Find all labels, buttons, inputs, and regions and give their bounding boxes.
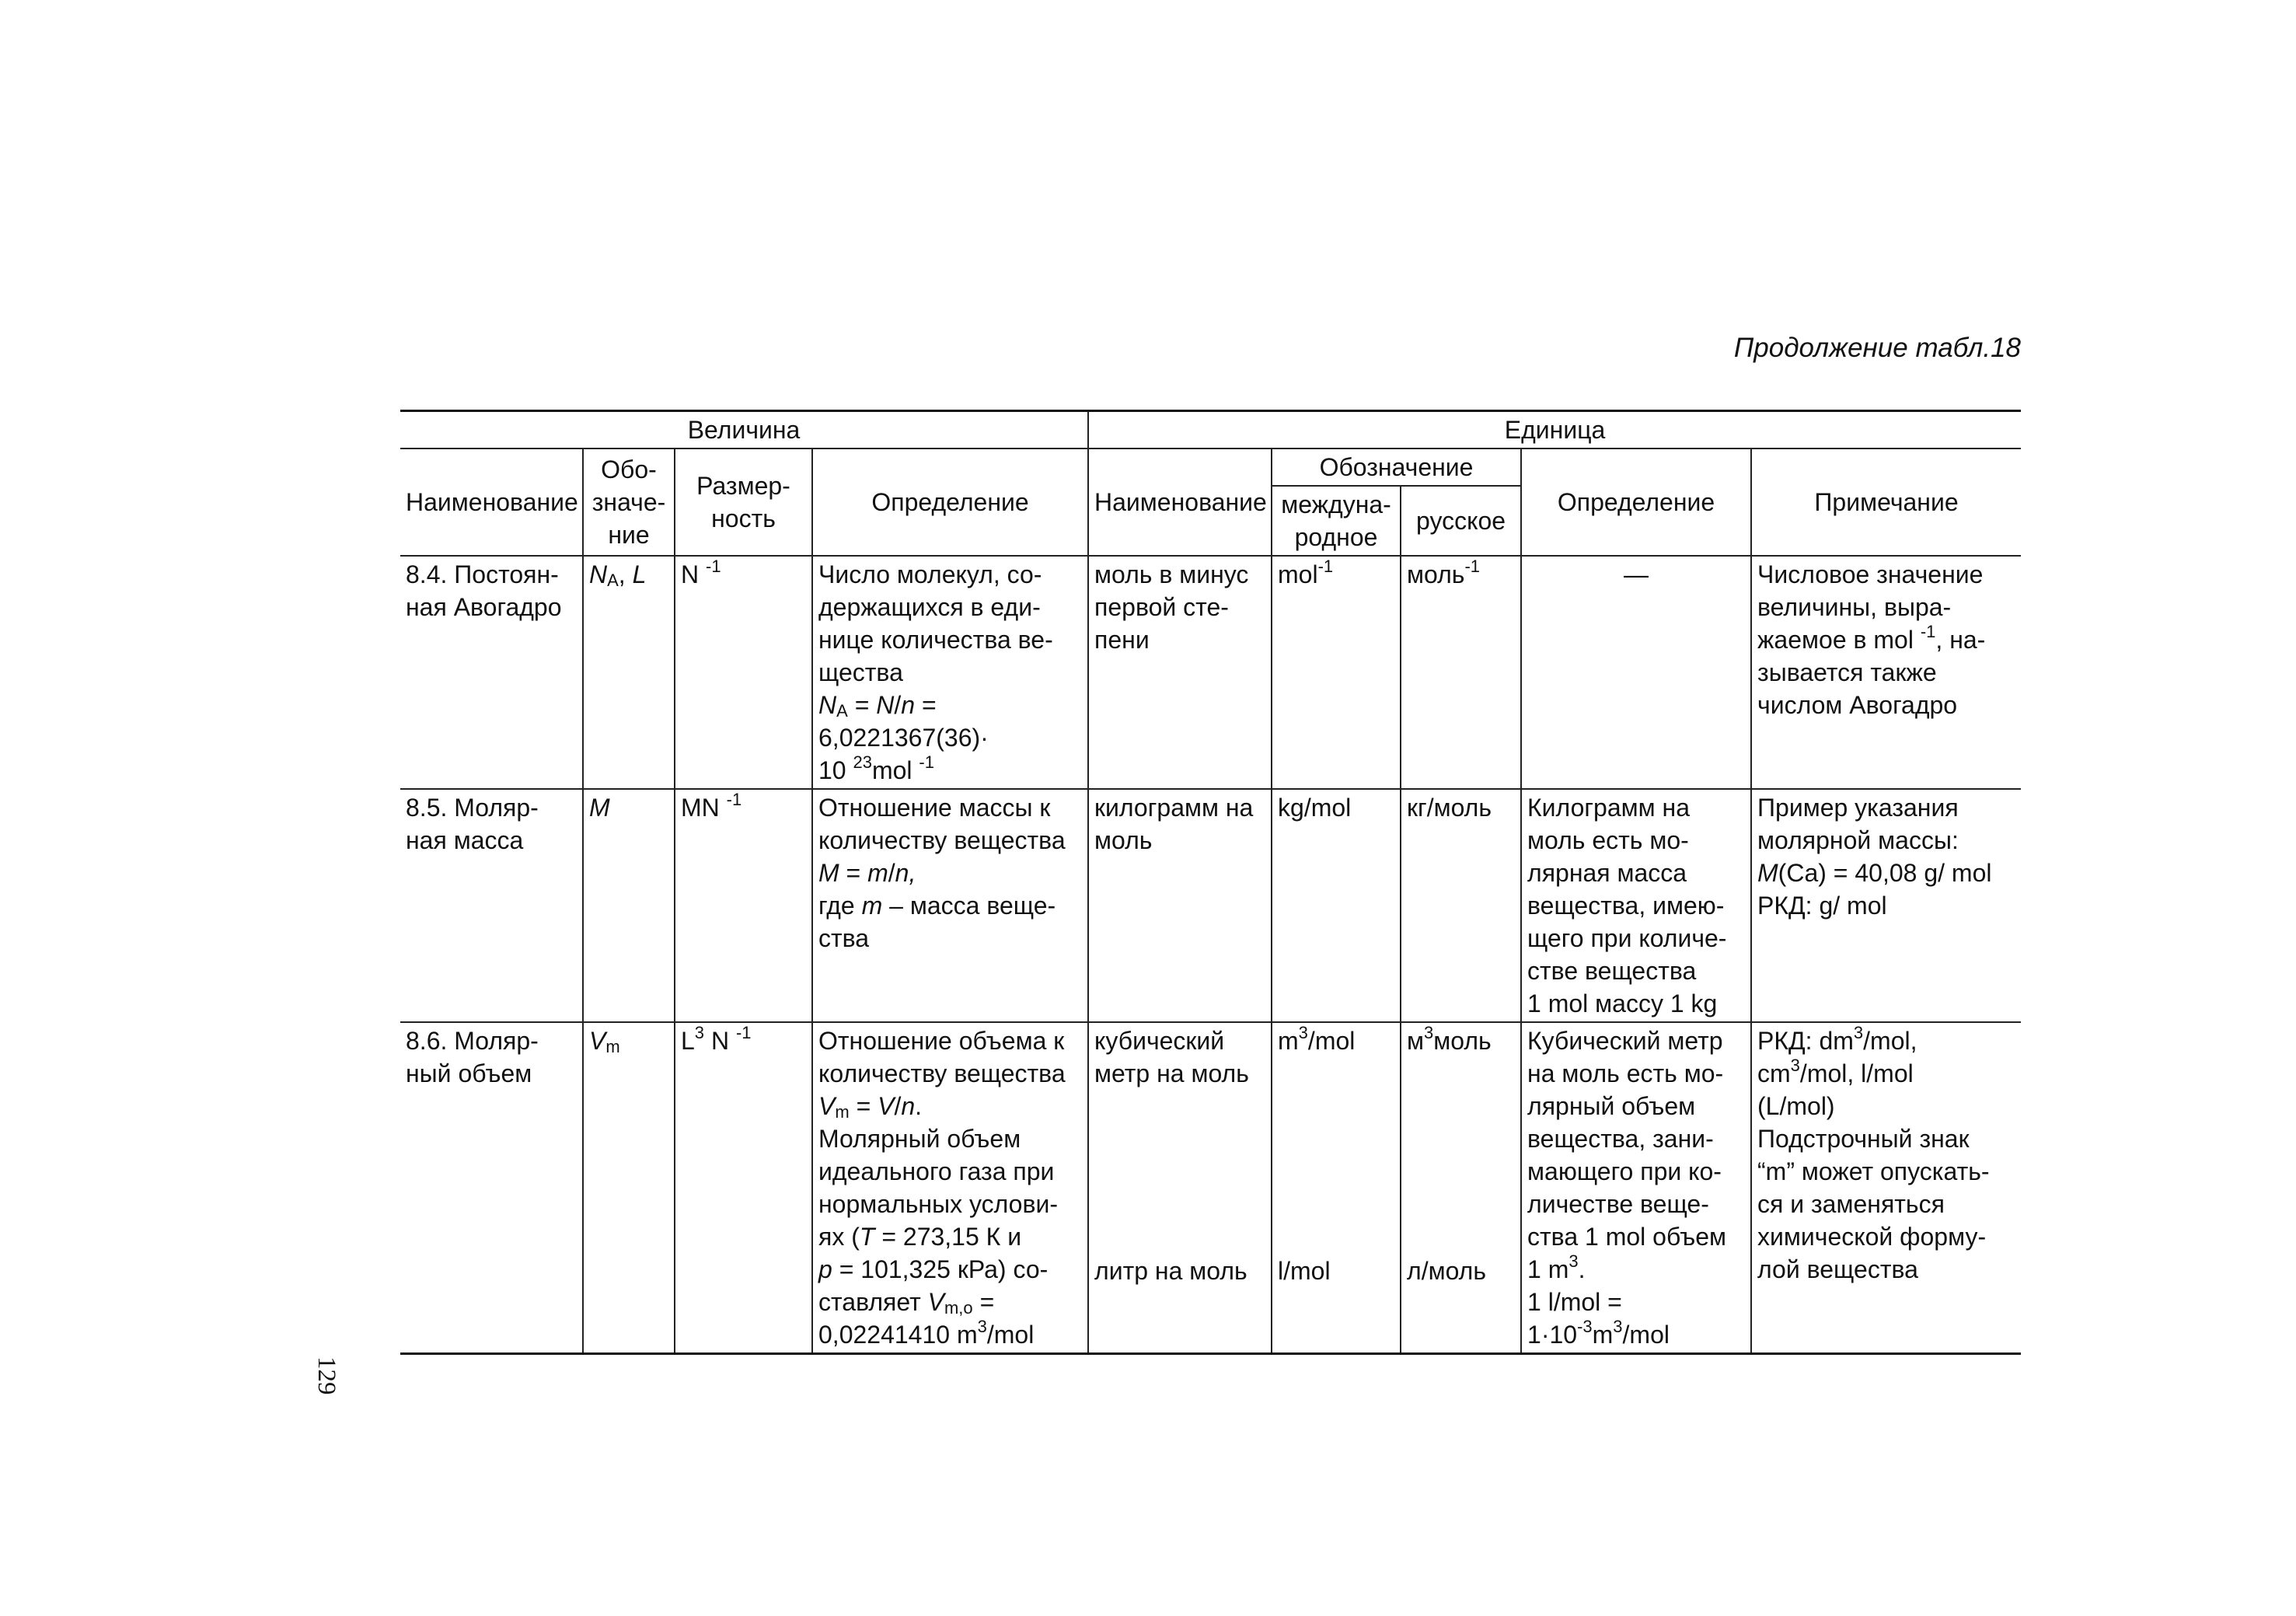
table-row-avogadro (400, 556, 2021, 789)
header-row-groups (400, 411, 2021, 449)
units-table (400, 410, 2021, 1355)
cell-russian: моль$^{-1}$ (1401, 556, 1521, 789)
table-row-molar-volume (400, 1022, 2021, 1354)
cell-definition: Отношение массы к количеству вещества M = m/n, где m – масса веще- ства (812, 789, 1088, 1022)
table-caption: Продолжение табл.18 (1733, 333, 2021, 363)
header-quantity: Величина (400, 411, 1088, 449)
table-row-molar-mass (400, 789, 2021, 1022)
header-u-international: междуна- родное (1272, 486, 1401, 556)
cell-name: 8.6. Моляр- ный объем (400, 1022, 583, 1354)
cell-unit-definition: Кубический метр на моль есть мо- лярный объем вещества, зани- мающего при ко- личестве веще- ства 1 mol объем 1 $m^3$. 1 l/mol = $1\cdot 10^{-3}m^3$/mol (1521, 1022, 1751, 1354)
cell-unit-name: килограмм на моль (1088, 789, 1272, 1022)
cell-name: 8.5. Моляр- ная масса (400, 789, 583, 1022)
cell-dimension: $L^3$ N $^{-1}$ (675, 1022, 812, 1354)
header-q-definition: Определение (812, 449, 1088, 556)
cell-definition: Отношение объема к количеству вещества $V_m = V/n$. Молярный объем идеального газа при нормальных услови- ях (T = 273,15 К и p = 101,325 кРа) со- ставляет $V_{m,o}$ = 0,02241410 $m^3$/mol (812, 1022, 1088, 1354)
header-u-definition: Определение (1521, 449, 1751, 556)
header-unit: Единица (1088, 411, 2021, 449)
header-u-russian: русское (1401, 486, 1521, 556)
cell-russian: $м^3моль$ л/моль (1401, 1022, 1521, 1354)
cell-intl: kg/mol (1272, 789, 1401, 1022)
cell-note: Числовое значение величины, выра- жаемое в mol $^{-1}$, на- зывается также числом Авогадро (1751, 556, 2021, 789)
header-u-name: Наименование (1088, 449, 1272, 556)
header-row-columns (400, 449, 2021, 486)
cell-unit-name: кубический метр на моль литр на моль (1088, 1022, 1272, 1354)
cell-unit-name: моль в минус первой сте- пени (1088, 556, 1272, 789)
page-number: 129 (312, 1356, 340, 1395)
cell-unit-definition: Килограмм на моль есть мо- лярная масса вещества, имею- щего при количе- стве вещества 1 mol массу 1 kg (1521, 789, 1751, 1022)
cell-symbol: $N_A$, L (583, 556, 675, 789)
header-u-note: Примечание (1751, 449, 2021, 556)
header-q-symbol: Обо- значе- ние (583, 449, 675, 556)
cell-note: РКД: $dm^3$/mol, $cm^3$/mol, l/mol (L/mol) Подстрочный знак “m” может опускать- ся и заменяться химической форму- лой вещества (1751, 1022, 2021, 1354)
cell-unit-definition: — (1521, 556, 1751, 789)
cell-dimension: MN $^{-1}$ (675, 789, 812, 1022)
header-u-designation: Обозначение (1272, 449, 1521, 486)
cell-definition: Число молекул, со- держащихся в еди- нице количества ве- щества $N_A = N/n$ = 6,0221367(36)· 10 $^{23}$mol $^{-1}$ (812, 556, 1088, 789)
cell-russian: кг/моль (1401, 789, 1521, 1022)
cell-note: Пример указания молярной массы: M(Ca) = 40,08 g/ mol РКД: g/ mol (1751, 789, 2021, 1022)
cell-symbol: M (583, 789, 675, 1022)
cell-symbol: $V_m$ (583, 1022, 675, 1354)
header-q-name: Наименование (400, 449, 583, 556)
cell-name: 8.4. Постоян- ная Авогадро (400, 556, 583, 789)
cell-intl: mol$^{-1}$ (1272, 556, 1401, 789)
cell-intl: $m^3$/mol l/mol (1272, 1022, 1401, 1354)
header-q-dimension: Размер- ность (675, 449, 812, 556)
cell-dimension: N $^{-1}$ (675, 556, 812, 789)
